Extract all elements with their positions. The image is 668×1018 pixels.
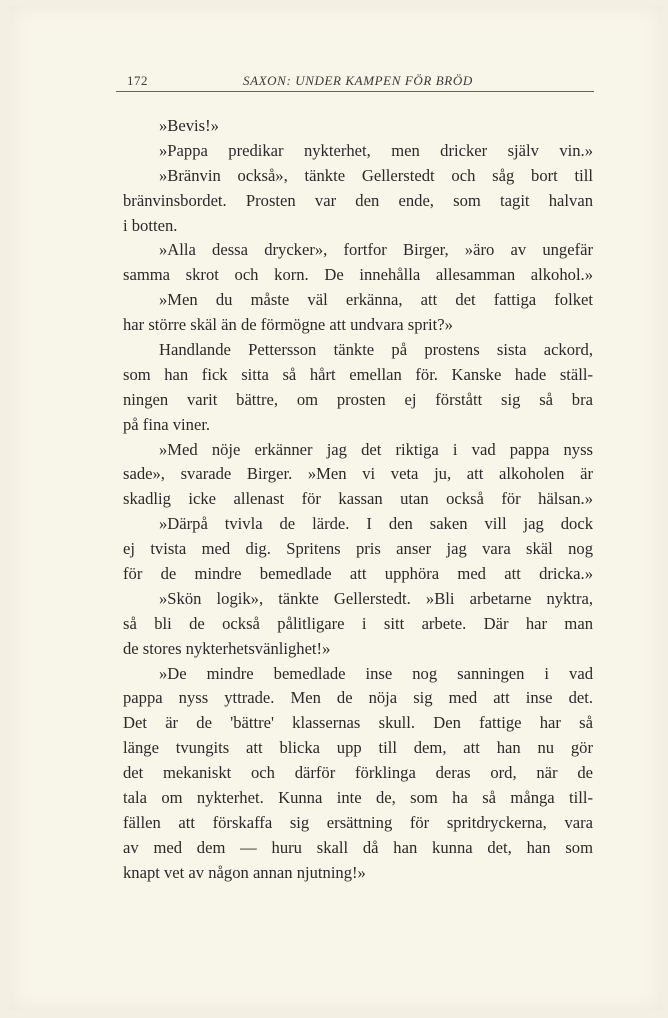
text-line: »Men du måste väl erkänna, att det fattiga folket: [159, 290, 593, 310]
text-line: »Bevis!»: [159, 116, 219, 135]
running-head: SAXON: UNDER KAMPEN FÖR BRÖD: [243, 73, 473, 88]
text-line: pappa nyss yttrade. Men de nöja sig med att inse det.: [123, 688, 593, 708]
text-line: i botten.: [123, 215, 178, 235]
text-line: ej tvista med dig. Spritens pris anser jag vara skäl nog: [123, 539, 593, 559]
text-line: »Alla dessa drycker», fortfor Birger, »äro av ungefär: [159, 240, 593, 260]
text-line: på fina viner.: [123, 414, 211, 434]
text-line: bränvinsbordet. Prosten var den ende, som tagit halvan: [123, 190, 593, 210]
text-line: för de mindre bemedlade att upphöra med att dricka.»: [123, 564, 593, 584]
body-text: [123, 114, 593, 886]
text-line: tala om nykterhet. Kunna inte de, som ha så många till-: [123, 788, 593, 808]
page-header: [120, 66, 608, 86]
text-line: sade», svarade Birger. »Men vi veta ju, att alkoholen är: [123, 464, 593, 484]
text-line: Handlande Pettersson tänkte på prostens sista ackord,: [159, 340, 593, 360]
text-line: så bli de också pålitligare i sitt arbete. Där har man: [123, 613, 593, 633]
text-line: »Pappa predikar nykterhet, men dricker själv vin.»: [159, 140, 593, 160]
page-number: 172: [127, 73, 148, 88]
header-rule: [116, 91, 594, 92]
text-line: fällen att förskaffa sig ersättning för spritdryckerna, vara: [123, 812, 593, 832]
text-line: samma skrot och korn. De innehålla allesamman alkohol.»: [123, 265, 593, 285]
text-line: »De mindre bemedlade inse nog sanningen i vad: [159, 663, 593, 683]
text-line: skadlig icke allenast för kassan utan också för hälsan.»: [123, 489, 593, 509]
text-line: länge tvungits att blicka upp till dem, att han nu gör: [123, 738, 593, 758]
text-line: det mekaniskt och därför förklinga deras ord, när de: [123, 763, 593, 783]
text-line: som han fick sitta så hårt emellan för. Kanske hade ställ-: [123, 364, 593, 384]
text-line: »Bränvin också», tänkte Gellerstedt och såg bort till: [159, 165, 593, 185]
text-line: »Med nöje erkänner jag det riktiga i vad pappa nyss: [159, 439, 593, 459]
text-line: ningen varit bättre, om prosten ej förstått sig så bra: [123, 389, 593, 409]
text-line: har större skäl än de förmögne att undvara sprit?»: [123, 315, 453, 335]
text-line: av med dem — huru skall då han kunna det, han som: [123, 837, 593, 857]
text-line: de stores nykterhetsvänlighet!»: [123, 638, 331, 658]
text-line: knapt vet av någon annan njutning!»: [123, 862, 366, 882]
text-line: »Därpå tvivla de lärde. I den saken vill jag dock: [159, 514, 593, 534]
text-line: Det är de 'bättre' klassernas skull. Den fattige har så: [123, 713, 593, 733]
text-line: »Skön logik», tänkte Gellerstedt. »Bli arbetarne nyktra,: [159, 588, 593, 608]
